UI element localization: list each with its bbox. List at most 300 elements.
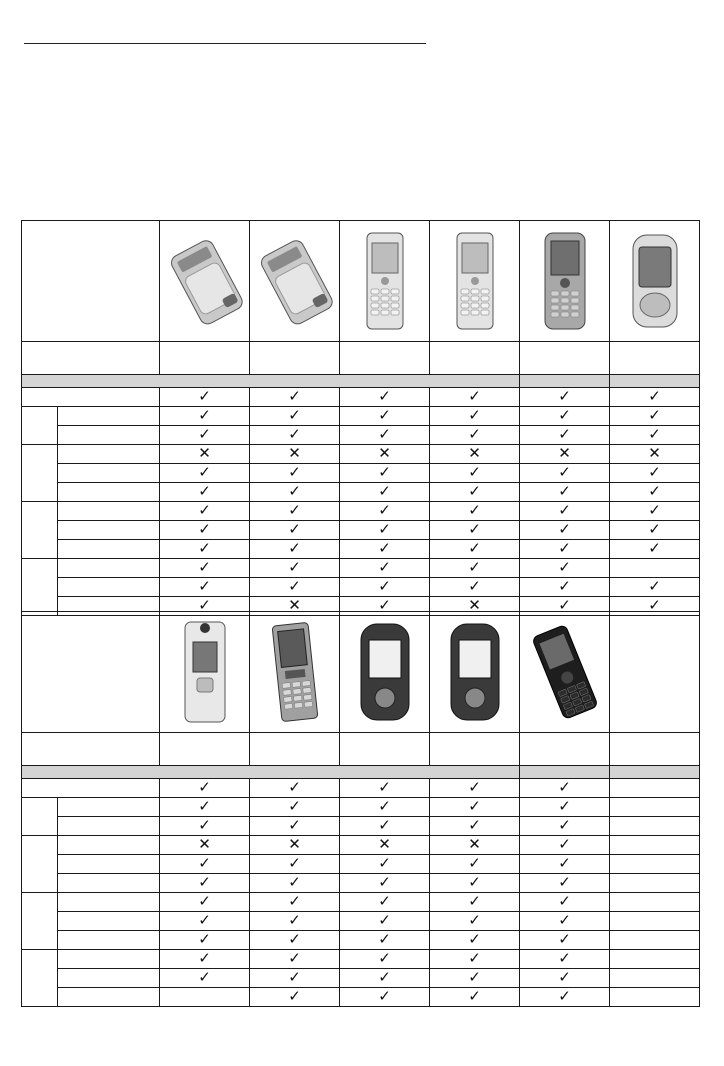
check-icon (288, 560, 301, 575)
name-label-cell (22, 733, 160, 766)
feature-label-cell (58, 931, 160, 950)
support-cell (340, 521, 430, 540)
check-icon (558, 951, 571, 966)
check-icon (468, 408, 481, 423)
support-cell (160, 988, 250, 1007)
feature-row (22, 931, 700, 950)
check-icon (468, 465, 481, 480)
support-cell (340, 483, 430, 502)
check-icon (468, 856, 481, 871)
support-cell (430, 779, 520, 798)
support-cell (430, 931, 520, 950)
support-cell (430, 969, 520, 988)
feature-group-cell (22, 559, 58, 616)
phone-slider-walkman-icon (435, 616, 515, 728)
support-cell (160, 445, 250, 464)
check-icon (198, 560, 211, 575)
check-icon (648, 522, 661, 537)
feature-group-cell (22, 836, 58, 893)
check-icon (288, 389, 301, 404)
support-cell (250, 798, 340, 817)
phone-image-row (22, 612, 700, 733)
check-icon (378, 560, 391, 575)
phone-name-cell (520, 733, 610, 766)
support-cell (610, 445, 700, 464)
section-band-row (22, 766, 700, 779)
check-icon (378, 799, 391, 814)
support-cell (250, 407, 340, 426)
check-icon (288, 894, 301, 909)
feature-label-cell (58, 445, 160, 464)
phone-image-row (22, 221, 700, 342)
feature-label-cell (58, 540, 160, 559)
check-icon (198, 856, 211, 871)
support-cell (340, 912, 430, 931)
support-cell (340, 559, 430, 578)
check-icon (648, 484, 661, 499)
phone-candybar-walkman-icon (255, 616, 335, 728)
check-icon (558, 989, 571, 1004)
check-icon (468, 970, 481, 985)
phone-name-cell (430, 733, 520, 766)
check-icon (378, 579, 391, 594)
cross-icon (378, 446, 391, 461)
support-cell (430, 502, 520, 521)
feature-label-cell (58, 798, 160, 817)
check-icon (288, 408, 301, 423)
check-icon (288, 503, 301, 518)
support-cell (610, 521, 700, 540)
cross-icon (288, 837, 301, 852)
feature-group-cell (22, 798, 58, 836)
support-cell (520, 817, 610, 836)
support-cell (250, 521, 340, 540)
check-icon (558, 932, 571, 947)
support-cell (610, 426, 700, 445)
feature-row (22, 893, 700, 912)
support-cell (340, 578, 430, 597)
support-cell (610, 559, 700, 578)
check-icon (468, 951, 481, 966)
support-cell (250, 483, 340, 502)
check-icon (198, 427, 211, 442)
support-cell (610, 798, 700, 817)
support-cell (250, 855, 340, 874)
check-icon (198, 799, 211, 814)
check-icon (198, 951, 211, 966)
check-icon (378, 894, 391, 909)
phone-image-cell (340, 221, 430, 342)
support-cell (610, 874, 700, 893)
support-cell (610, 912, 700, 931)
phone-name-cell (160, 342, 250, 375)
check-icon (378, 818, 391, 833)
support-cell (430, 578, 520, 597)
check-icon (198, 894, 211, 909)
support-cell (250, 578, 340, 597)
support-cell (160, 483, 250, 502)
feature-row (22, 855, 700, 874)
check-icon (648, 579, 661, 594)
feature-row (22, 969, 700, 988)
support-cell (250, 950, 340, 969)
support-cell (610, 931, 700, 950)
support-cell (160, 426, 250, 445)
phone-candybar-silver-icon (435, 225, 515, 337)
cross-icon (198, 446, 211, 461)
check-icon (378, 408, 391, 423)
support-cell (340, 893, 430, 912)
support-cell (250, 388, 340, 407)
support-cell (610, 388, 700, 407)
support-cell (340, 388, 430, 407)
check-icon (378, 932, 391, 947)
phone-name-cell (610, 733, 700, 766)
feature-label-cell (58, 988, 160, 1007)
support-cell (160, 578, 250, 597)
support-cell (160, 912, 250, 931)
support-cell (430, 798, 520, 817)
check-icon (288, 465, 301, 480)
support-cell (610, 483, 700, 502)
feature-label-cell (58, 483, 160, 502)
section-band (520, 375, 610, 388)
support-cell (160, 388, 250, 407)
support-cell (160, 969, 250, 988)
check-icon (558, 818, 571, 833)
check-icon (468, 579, 481, 594)
check-icon (288, 484, 301, 499)
support-cell (160, 502, 250, 521)
check-icon (558, 503, 571, 518)
check-icon (288, 818, 301, 833)
section-band (610, 766, 700, 779)
support-cell (160, 779, 250, 798)
support-cell (160, 407, 250, 426)
check-icon (558, 799, 571, 814)
feature-row (22, 779, 700, 798)
feature-label-cell (58, 893, 160, 912)
support-cell (340, 464, 430, 483)
support-cell (160, 464, 250, 483)
check-icon (198, 780, 211, 795)
support-cell (160, 874, 250, 893)
header-label-cell (22, 221, 160, 342)
check-icon (288, 427, 301, 442)
support-cell (610, 540, 700, 559)
support-cell (340, 445, 430, 464)
feature-label-cell (58, 559, 160, 578)
check-icon (378, 427, 391, 442)
check-icon (288, 541, 301, 556)
support-cell (340, 798, 430, 817)
feature-row (22, 836, 700, 855)
check-icon (468, 875, 481, 890)
support-cell (340, 969, 430, 988)
feature-row (22, 464, 700, 483)
check-icon (558, 427, 571, 442)
check-icon (468, 560, 481, 575)
check-icon (468, 522, 481, 537)
check-icon (198, 970, 211, 985)
phone-candybar-black-walkman-icon (525, 616, 605, 728)
support-cell (610, 988, 700, 1007)
support-cell (250, 540, 340, 559)
feature-row (22, 798, 700, 817)
support-cell (520, 388, 610, 407)
check-icon (558, 780, 571, 795)
phone-image-cell (610, 612, 700, 733)
support-cell (610, 836, 700, 855)
support-cell (250, 464, 340, 483)
check-icon (378, 484, 391, 499)
feature-row (22, 950, 700, 969)
feature-label-cell (58, 874, 160, 893)
feature-label-cell (58, 912, 160, 931)
check-icon (558, 560, 571, 575)
support-cell (430, 817, 520, 836)
support-cell (520, 779, 610, 798)
support-cell (250, 502, 340, 521)
check-icon (468, 989, 481, 1004)
support-cell (340, 779, 430, 798)
check-icon (198, 408, 211, 423)
phone-image-cell (340, 612, 430, 733)
support-cell (430, 988, 520, 1007)
phone-name-cell (340, 733, 430, 766)
section-band (610, 375, 700, 388)
check-icon (198, 818, 211, 833)
support-cell (430, 483, 520, 502)
support-cell (160, 817, 250, 836)
phone-name-row (22, 733, 700, 766)
phone-candybar-grey-icon (525, 225, 605, 337)
check-icon (288, 989, 301, 1004)
check-icon (198, 541, 211, 556)
feature-row (22, 817, 700, 836)
feature-label-cell (58, 464, 160, 483)
phone-candybar-silver-icon (345, 225, 425, 337)
check-icon (558, 837, 571, 852)
support-cell (520, 969, 610, 988)
check-icon (468, 484, 481, 499)
support-cell (340, 855, 430, 874)
phone-name-row (22, 342, 700, 375)
feature-row (22, 502, 700, 521)
check-icon (198, 503, 211, 518)
support-cell (520, 464, 610, 483)
support-cell (160, 521, 250, 540)
feature-label-cell (58, 502, 160, 521)
phone-name-cell (610, 342, 700, 375)
phone-slider-walkman-icon (345, 616, 425, 728)
check-icon (378, 522, 391, 537)
check-icon (468, 818, 481, 833)
support-cell (610, 855, 700, 874)
check-icon (558, 465, 571, 480)
check-icon (378, 503, 391, 518)
support-cell (430, 836, 520, 855)
support-cell (250, 445, 340, 464)
support-cell (340, 817, 430, 836)
feature-row (22, 521, 700, 540)
support-cell (430, 855, 520, 874)
feature-group-cell (22, 893, 58, 950)
support-cell (520, 893, 610, 912)
check-icon (378, 970, 391, 985)
support-cell (430, 912, 520, 931)
feature-label-cell (58, 950, 160, 969)
section-band (22, 375, 520, 388)
check-icon (378, 465, 391, 480)
feature-label-cell (58, 836, 160, 855)
cross-icon (288, 446, 301, 461)
check-icon (198, 913, 211, 928)
cross-icon (468, 837, 481, 852)
check-icon (198, 875, 211, 890)
top-rule (24, 43, 426, 44)
support-cell (520, 836, 610, 855)
phone-round-silver-icon (615, 225, 695, 337)
phone-image-cell (250, 612, 340, 733)
check-icon (468, 389, 481, 404)
phone-flip-silver-icon (165, 225, 245, 337)
check-icon (288, 856, 301, 871)
check-icon (198, 484, 211, 499)
phone-image-cell (160, 612, 250, 733)
feature-label-cell (58, 969, 160, 988)
check-icon (378, 541, 391, 556)
support-cell (250, 874, 340, 893)
cross-icon (378, 837, 391, 852)
support-cell (250, 893, 340, 912)
check-icon (378, 875, 391, 890)
feature-row (22, 388, 700, 407)
cross-icon (648, 446, 661, 461)
section-band (22, 766, 520, 779)
section-band (520, 766, 610, 779)
feature-row (22, 483, 700, 502)
phone-flip-silver-icon (255, 225, 335, 337)
check-icon (558, 894, 571, 909)
compatibility-table-1 (21, 220, 700, 616)
feature-row (22, 912, 700, 931)
check-icon (288, 951, 301, 966)
check-icon (288, 913, 301, 928)
feature-row (22, 407, 700, 426)
support-cell (250, 988, 340, 1007)
phone-image-cell (430, 221, 520, 342)
support-cell (430, 426, 520, 445)
feature-row (22, 988, 700, 1007)
support-cell (520, 407, 610, 426)
support-cell (430, 388, 520, 407)
feature-label-cell (58, 855, 160, 874)
support-cell (160, 836, 250, 855)
support-cell (610, 464, 700, 483)
cross-icon (198, 837, 211, 852)
support-cell (160, 893, 250, 912)
support-cell (340, 502, 430, 521)
feature-label-cell (58, 407, 160, 426)
support-cell (340, 426, 430, 445)
support-cell (340, 540, 430, 559)
feature-row (22, 445, 700, 464)
phone-name-cell (250, 733, 340, 766)
check-icon (288, 579, 301, 594)
support-cell (520, 540, 610, 559)
cross-icon (468, 446, 481, 461)
support-cell (430, 950, 520, 969)
check-icon (198, 579, 211, 594)
check-icon (558, 970, 571, 985)
check-icon (378, 913, 391, 928)
check-icon (288, 780, 301, 795)
support-cell (520, 855, 610, 874)
check-icon (378, 389, 391, 404)
feature-row (22, 874, 700, 893)
support-cell (520, 798, 610, 817)
check-icon (288, 799, 301, 814)
support-cell (430, 521, 520, 540)
phone-image-cell (610, 221, 700, 342)
check-icon (288, 875, 301, 890)
support-cell (520, 483, 610, 502)
support-cell (250, 836, 340, 855)
support-cell (160, 798, 250, 817)
support-cell (340, 874, 430, 893)
support-cell (430, 893, 520, 912)
support-cell (520, 559, 610, 578)
support-cell (250, 969, 340, 988)
header-label-cell (22, 612, 160, 733)
support-cell (520, 578, 610, 597)
name-label-cell (22, 342, 160, 375)
support-cell (430, 445, 520, 464)
cross-icon (558, 446, 571, 461)
support-cell (610, 578, 700, 597)
support-cell (520, 988, 610, 1007)
compatibility-table-2 (21, 611, 700, 1007)
check-icon (468, 894, 481, 909)
phone-name-cell (250, 342, 340, 375)
feature-label-cell (58, 521, 160, 540)
support-cell (520, 874, 610, 893)
support-cell (520, 445, 610, 464)
support-cell (250, 931, 340, 950)
phone-image-cell (160, 221, 250, 342)
support-cell (250, 426, 340, 445)
check-icon (288, 522, 301, 537)
phone-image-cell (430, 612, 520, 733)
feature-group-cell (22, 445, 58, 502)
support-cell (610, 502, 700, 521)
support-cell (250, 912, 340, 931)
support-cell (520, 521, 610, 540)
support-cell (520, 502, 610, 521)
phone-name-cell (430, 342, 520, 375)
check-icon (648, 503, 661, 518)
check-icon (648, 427, 661, 442)
check-icon (378, 951, 391, 966)
support-cell (520, 426, 610, 445)
phone-name-cell (520, 342, 610, 375)
check-icon (558, 484, 571, 499)
support-cell (430, 464, 520, 483)
phone-name-cell (160, 733, 250, 766)
phone-image-cell (520, 612, 610, 733)
check-icon (558, 389, 571, 404)
